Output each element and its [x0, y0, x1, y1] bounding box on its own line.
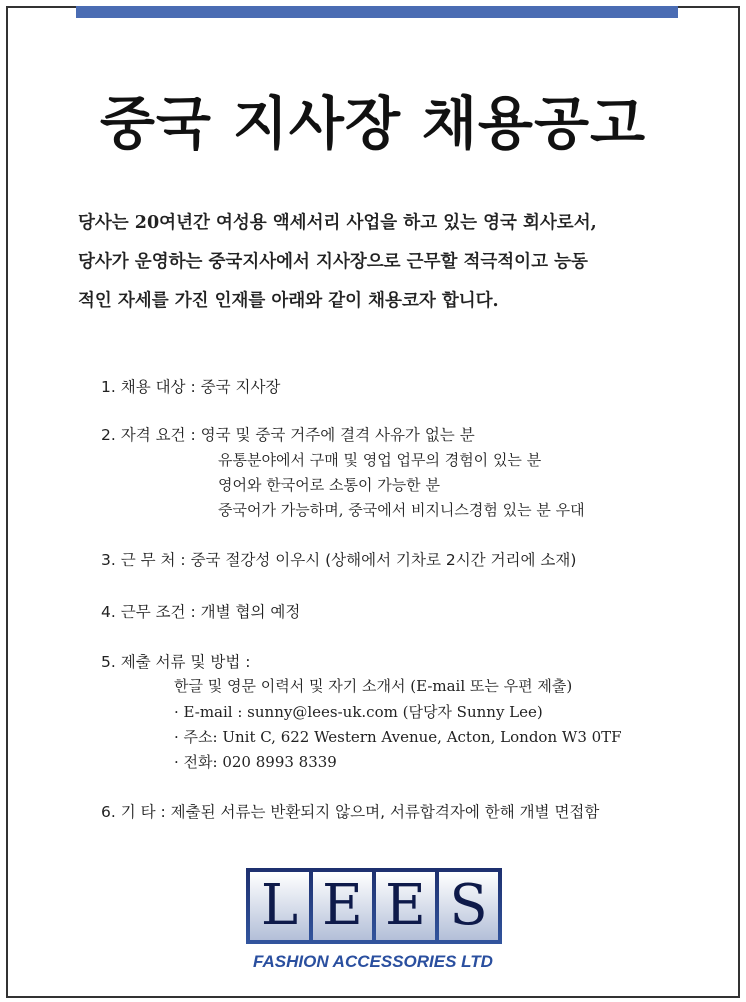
submission-docs: 한글 및 영문 이력서 및 자기 소개서 (E-mail 또는 우편 제출) [174, 677, 573, 695]
qualification-line: 중국어가 가능하며, 중국에서 비지니스경험 있는 분 우대 [218, 501, 585, 519]
job-posting-page [6, 6, 740, 998]
qualification-line: 영어와 한국어로 소통이 가능한 분 [218, 476, 440, 494]
intro-line: 당사는 20여년간 여성용 액세서리 사업을 하고 있는 영국 회사로서, [78, 213, 597, 233]
item-target: 1. 채용 대상 : 중국 지사장 [101, 378, 281, 396]
item-qualifications: 2. 자격 요건 : 영국 및 중국 거주에 결격 사유가 없는 분 [101, 426, 475, 444]
intro-paragraph [78, 204, 718, 321]
company-tagline: FASHION ACCESSORIES LTD [253, 952, 493, 971]
item-submission: 5. 제출 서류 및 방법 : [101, 653, 251, 671]
contact-phone: · 전화: 020 8993 8339 [174, 753, 337, 771]
item-conditions: 4. 근무 조건 : 개별 협의 예정 [101, 603, 301, 621]
lees-logo [246, 868, 502, 944]
contact-address: · 주소: Unit C, 622 Western Avenue, Acton, London W3 0TF [174, 728, 622, 746]
intro-line: 적인 자세를 가진 인재를 아래와 같이 채용코자 합니다. [78, 291, 499, 311]
page-title: 중국 지사장 채용공고 [99, 91, 647, 157]
item-etc: 6. 기 타 : 제출된 서류는 반환되지 않으며, 서류합격자에 한해 개별 면접함 [101, 803, 600, 821]
contact-email: · E-mail : sunny@lees-uk.com (담당자 Sunny Lee) [174, 703, 543, 721]
intro-line: 당사가 운영하는 중국지사에서 지사장으로 근무할 적극적이고 능동 [78, 252, 588, 272]
logo-letter: S [439, 872, 498, 940]
qualification-line: 유통분야에서 구매 및 영업 업무의 경험이 있는 분 [218, 451, 542, 469]
logo-letter: L [250, 872, 309, 940]
logo-letter: E [313, 872, 372, 940]
top-accent-bar [76, 6, 678, 18]
item-location: 3. 근 무 처 : 중국 절강성 이우시 (상해에서 기차로 2시간 거리에 소재) [101, 551, 577, 569]
logo-letter: E [376, 872, 435, 940]
